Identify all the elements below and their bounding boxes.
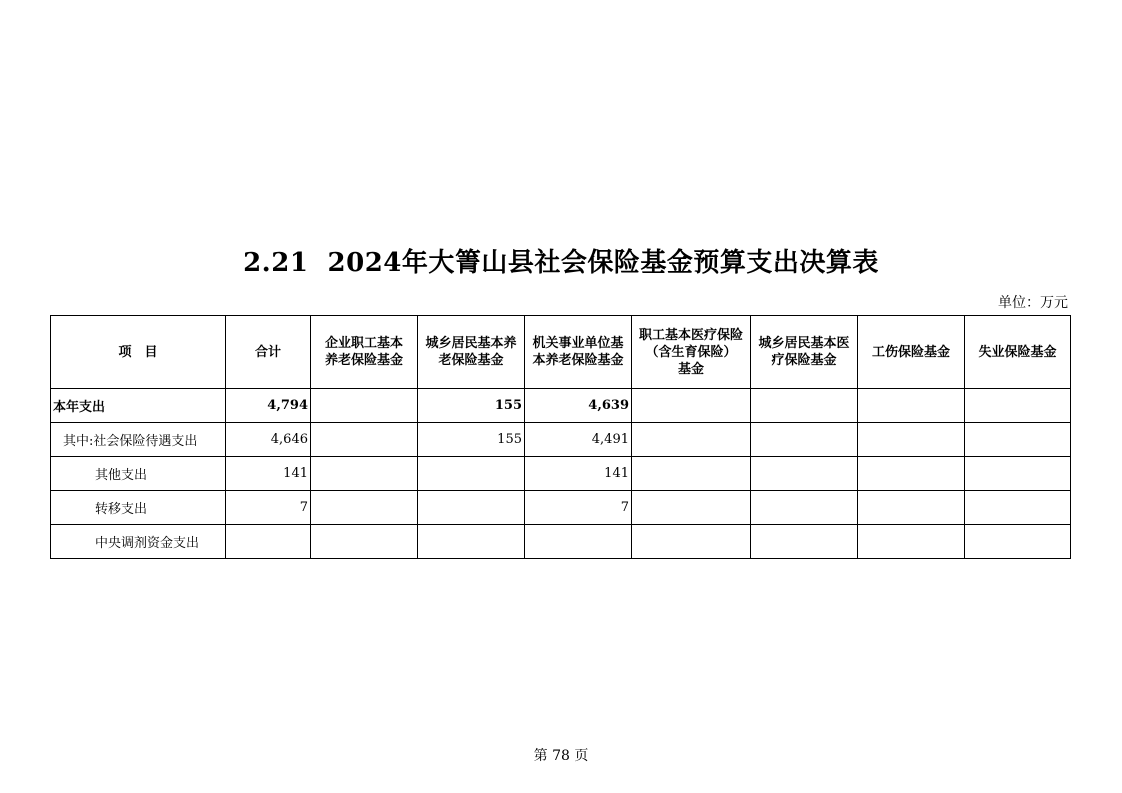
cell-resident-pension: [418, 491, 525, 525]
page-title: 2.21 2024年大箐山县社会保险基金预算支出决算表: [243, 248, 879, 278]
table-row: [51, 491, 1071, 525]
header-resident-medical: 城乡居民基本医 疗保险基金: [751, 316, 858, 389]
cell-institution-pension: 141: [525, 457, 632, 491]
header-injury-insurance: 工伤保险基金: [858, 316, 965, 389]
cell-enterprise-pension: [311, 525, 418, 559]
cell-injury-insurance: [858, 491, 965, 525]
table-row: [51, 389, 1071, 423]
expenditure-table: [50, 315, 1071, 559]
unit-label: 单位：万元: [998, 295, 1068, 311]
cell-injury-insurance: [858, 389, 965, 423]
cell-resident-pension: 155: [418, 389, 525, 423]
row-label: 中央调剂资金支出: [51, 525, 226, 559]
header-institution-pension: 机关事业单位基 本养老保险基金: [525, 316, 632, 389]
cell-employee-medical: [632, 491, 751, 525]
cell-unemployment-insurance: [965, 457, 1071, 491]
cell-employee-medical: [632, 389, 751, 423]
cell-resident-medical: [751, 491, 858, 525]
cell-employee-medical: [632, 457, 751, 491]
cell-employee-medical: [632, 525, 751, 559]
cell-resident-medical: [751, 423, 858, 457]
table-row: [51, 525, 1071, 559]
cell-resident-medical: [751, 525, 858, 559]
header-row: [51, 316, 1071, 389]
cell-total: 141: [226, 457, 311, 491]
cell-employee-medical: [632, 423, 751, 457]
cell-injury-insurance: [858, 525, 965, 559]
cell-enterprise-pension: [311, 423, 418, 457]
row-label: 转移支出: [51, 491, 226, 525]
cell-institution-pension: 4,639: [525, 389, 632, 423]
header-total: 合计: [226, 316, 311, 389]
cell-resident-pension: 155: [418, 423, 525, 457]
cell-total: 4,646: [226, 423, 311, 457]
row-label: 其中:社会保险待遇支出: [51, 423, 226, 457]
row-label: 其他支出: [51, 457, 226, 491]
cell-resident-pension: [418, 525, 525, 559]
cell-unemployment-insurance: [965, 389, 1071, 423]
header-unemployment-insurance: 失业保险基金: [965, 316, 1071, 389]
cell-enterprise-pension: [311, 389, 418, 423]
cell-resident-medical: [751, 389, 858, 423]
cell-unemployment-insurance: [965, 491, 1071, 525]
cell-institution-pension: 7: [525, 491, 632, 525]
cell-injury-insurance: [858, 423, 965, 457]
cell-injury-insurance: [858, 457, 965, 491]
cell-total: [226, 525, 311, 559]
cell-unemployment-insurance: [965, 525, 1071, 559]
cell-enterprise-pension: [311, 457, 418, 491]
cell-institution-pension: [525, 525, 632, 559]
table-row: [51, 457, 1071, 491]
cell-enterprise-pension: [311, 491, 418, 525]
page-number: 第 78 页: [533, 748, 589, 764]
cell-total: 7: [226, 491, 311, 525]
cell-institution-pension: 4,491: [525, 423, 632, 457]
header-item: 项 目: [51, 316, 226, 389]
cell-resident-medical: [751, 457, 858, 491]
header-employee-medical: 职工基本医疗保险 （含生育保险） 基金: [632, 316, 751, 389]
cell-resident-pension: [418, 457, 525, 491]
cell-total: 4,794: [226, 389, 311, 423]
cell-unemployment-insurance: [965, 423, 1071, 457]
header-enterprise-pension: 企业职工基本 养老保险基金: [311, 316, 418, 389]
header-resident-pension: 城乡居民基本养 老保险基金: [418, 316, 525, 389]
row-label: 本年支出: [51, 389, 226, 423]
table-row: [51, 423, 1071, 457]
